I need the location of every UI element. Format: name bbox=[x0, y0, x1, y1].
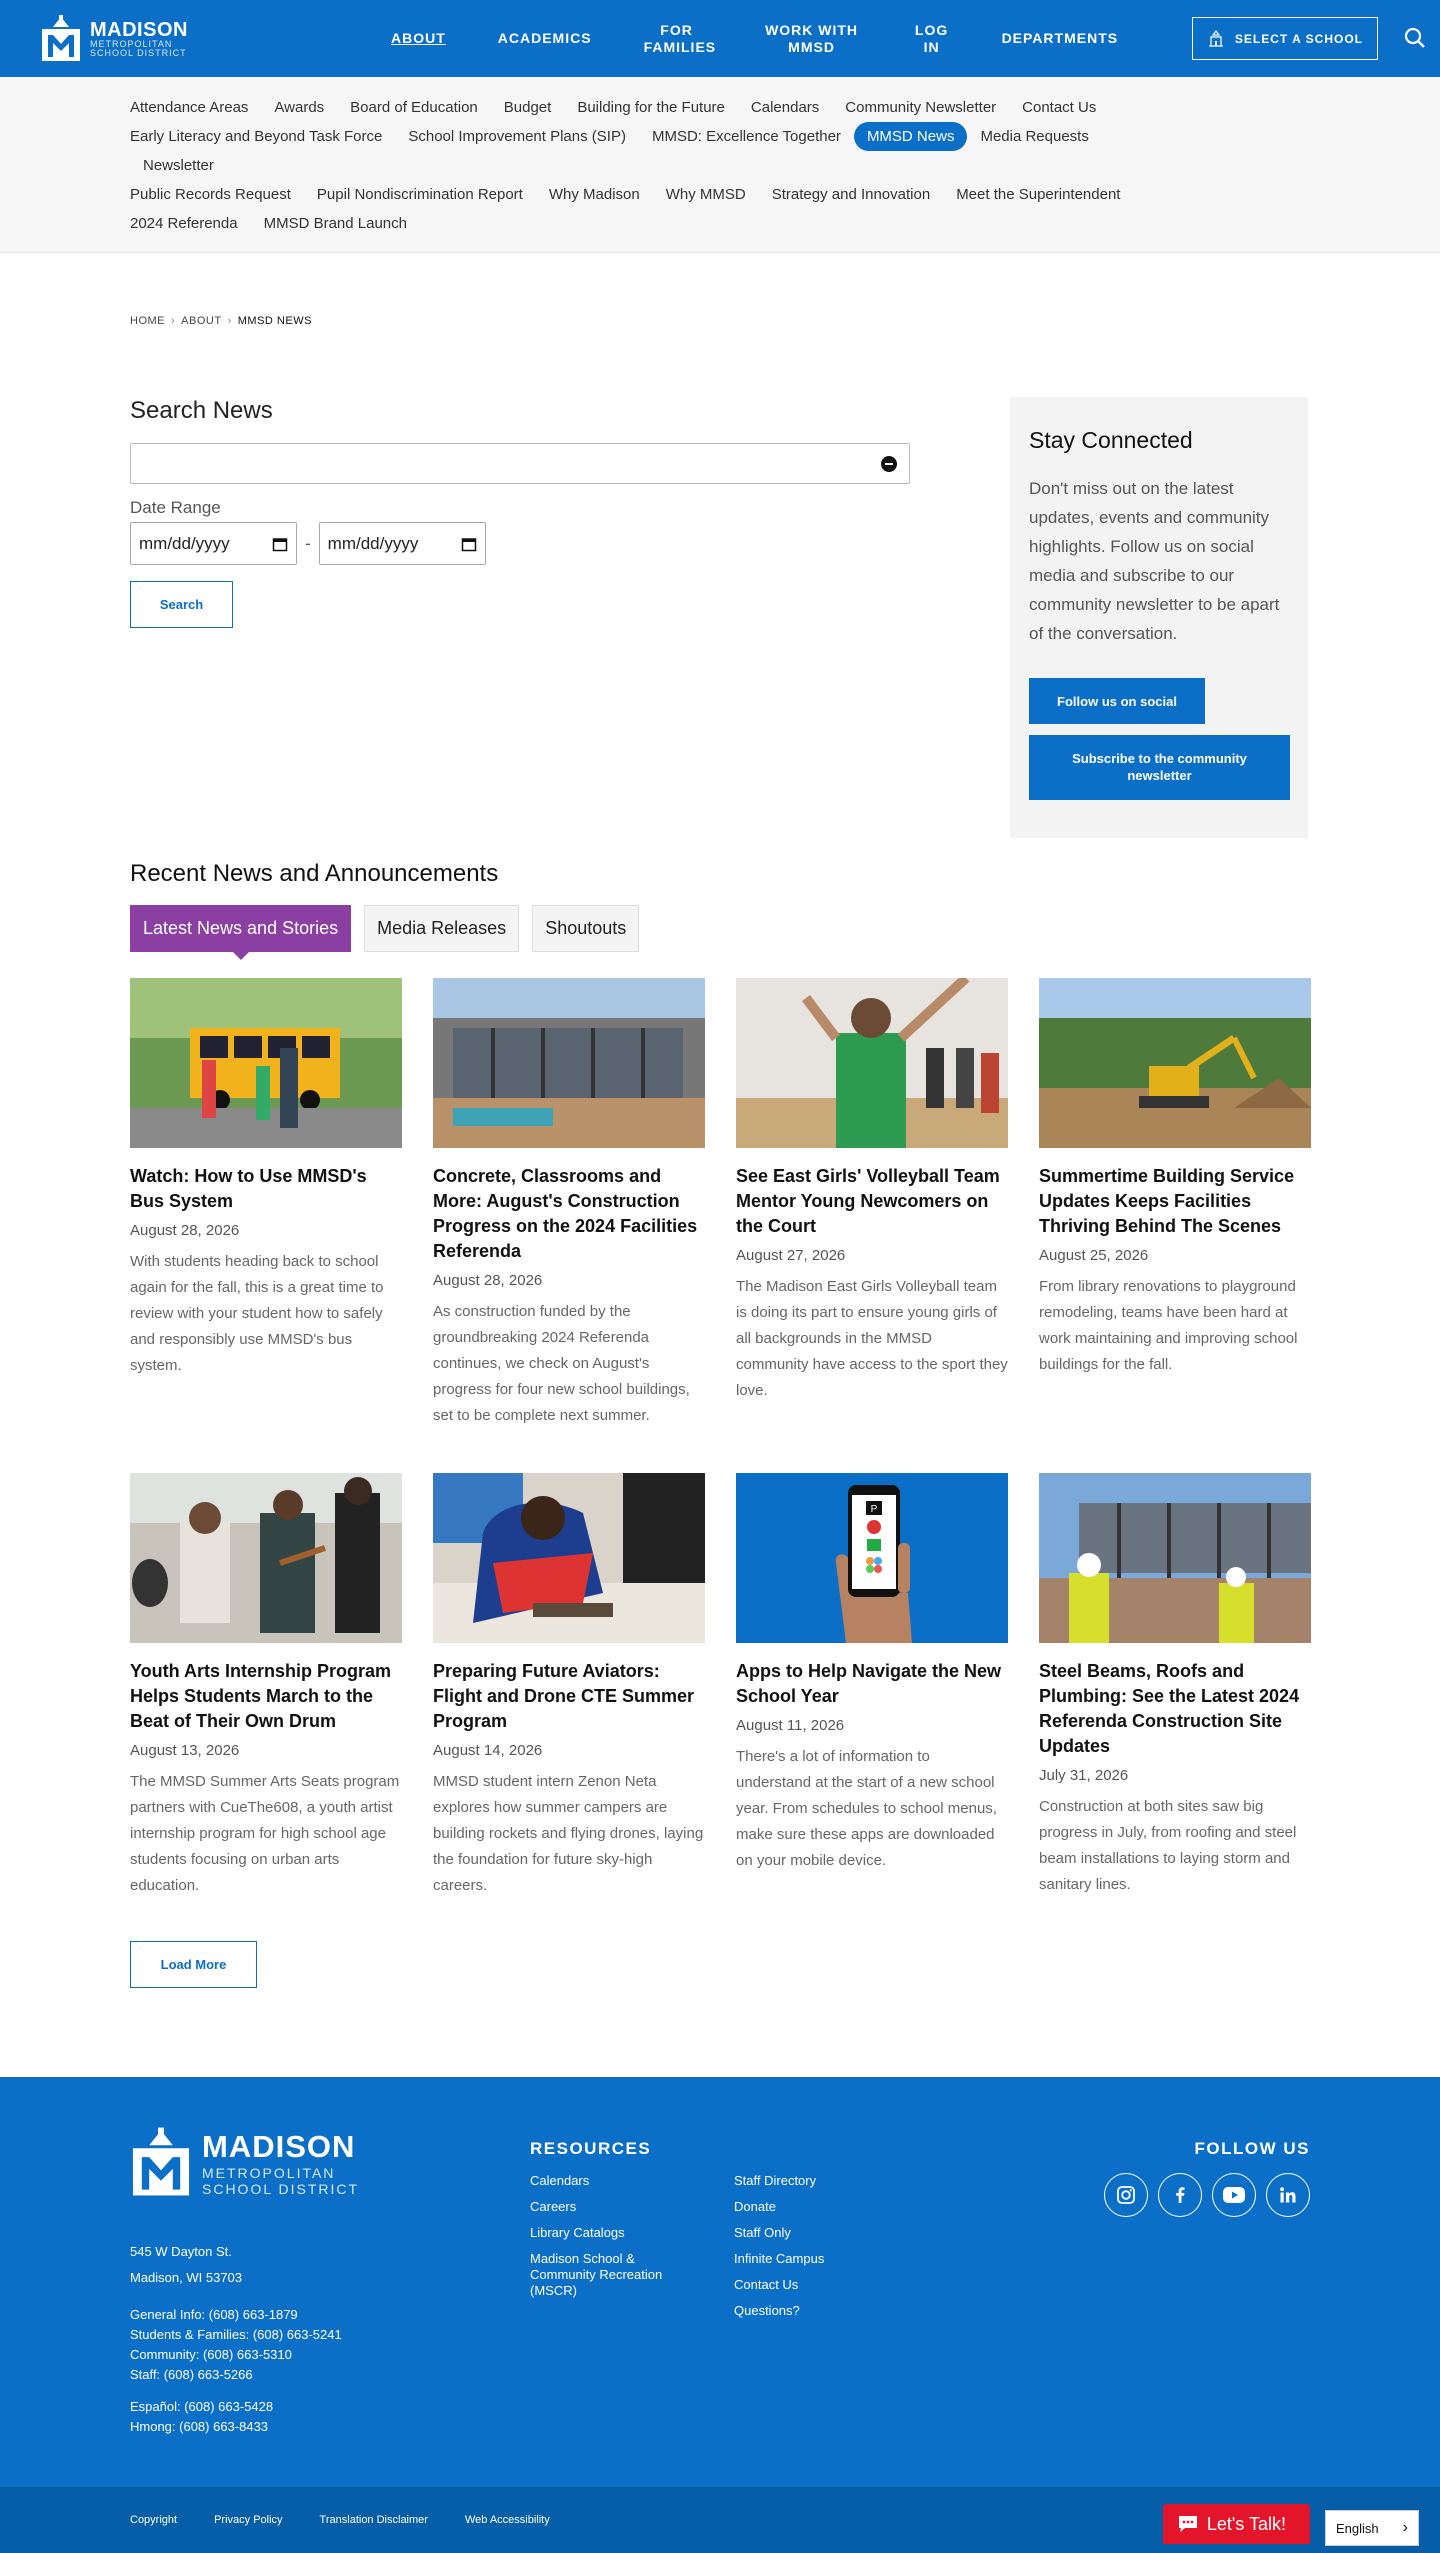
resource-link-donate[interactable]: Donate bbox=[734, 2199, 776, 2214]
search-news-title: Search News bbox=[130, 397, 273, 424]
date-to-value: mm/dd/yyyy bbox=[327, 533, 419, 553]
subnav-item-meet-the-superintendent[interactable]: Meet the Superintendent bbox=[956, 186, 1121, 203]
resource-link-staff-only[interactable]: Staff Only bbox=[734, 2225, 791, 2240]
stay-connected-title: Stay Connected bbox=[1029, 427, 1193, 453]
search-button[interactable]: Search bbox=[130, 581, 233, 628]
phone-staff[interactable]: Staff: (608) 663-5266 bbox=[130, 2367, 253, 2382]
youtube-icon[interactable] bbox=[1212, 2173, 1256, 2217]
news-tabs bbox=[130, 905, 1310, 952]
chevron-right-icon: › bbox=[1402, 2519, 1408, 2536]
news-card-date: July 31, 2026 bbox=[1039, 1767, 1129, 1784]
news-card[interactable] bbox=[736, 978, 1008, 1429]
subnav-item-contact-us[interactable]: Contact Us bbox=[1022, 99, 1097, 116]
news-card-title[interactable]: Summertime Building Service Updates Keeps Facilities Thriving Behind The Scenes bbox=[1039, 1166, 1295, 1236]
about-subnav bbox=[0, 77, 1440, 253]
news-card-image[interactable] bbox=[1039, 1473, 1311, 1643]
breadcrumb-about[interactable]: ABOUT bbox=[181, 315, 222, 327]
news-card-image[interactable] bbox=[130, 1473, 402, 1643]
search-icon[interactable] bbox=[1404, 27, 1426, 49]
facebook-icon[interactable] bbox=[1158, 2173, 1202, 2217]
resource-link-careers[interactable]: Careers bbox=[530, 2199, 577, 2214]
breadcrumb-home[interactable]: HOME bbox=[130, 315, 165, 327]
chat-bubble-icon bbox=[1177, 2514, 1199, 2534]
news-card[interactable] bbox=[1039, 1473, 1311, 1899]
resource-link-questions[interactable]: Questions? bbox=[734, 2303, 800, 2318]
subnav-item-mmsd-brand-launch[interactable]: MMSD Brand Launch bbox=[263, 215, 407, 232]
resources-col-1 bbox=[530, 2173, 670, 2329]
breadcrumb-current: MMSD NEWS bbox=[237, 315, 312, 327]
logo-subtitle: METROPOLITAN SCHOOL DISTRICT bbox=[90, 38, 187, 58]
subnav-item-why-mmsd[interactable]: Why MMSD bbox=[665, 186, 746, 203]
news-card-date: August 13, 2026 bbox=[130, 1742, 240, 1759]
news-card-date: August 11, 2026 bbox=[736, 1717, 845, 1734]
footer-resources bbox=[530, 2125, 874, 2447]
footer-follow bbox=[1104, 2139, 1310, 2217]
capitol-logo-icon bbox=[130, 2125, 192, 2201]
news-card-blurb: MMSD student intern Zenon Neta explores how summer campers are building rockets and flying drones, laying the foundation for future sky-high careers. bbox=[433, 1773, 704, 1894]
nav-about[interactable]: ABOUT bbox=[391, 30, 446, 47]
news-card-date: August 25, 2026 bbox=[1039, 1247, 1149, 1264]
date-range-row bbox=[130, 522, 910, 565]
address-line-1: 545 W Dayton St. bbox=[130, 2244, 232, 2259]
phone-community[interactable]: Community: (608) 663-5310 bbox=[130, 2347, 292, 2362]
phone-espanol[interactable]: Español: (608) 663-5428 bbox=[130, 2399, 274, 2414]
nav-departments[interactable]: DEPARTMENTS bbox=[1001, 30, 1119, 47]
news-card[interactable] bbox=[433, 978, 705, 1429]
tab-latest-news[interactable]: Latest News and Stories bbox=[130, 905, 351, 952]
top-header bbox=[0, 0, 1440, 77]
phone-general[interactable]: General Info: (608) 663-1879 bbox=[130, 2307, 298, 2322]
subnav-item-2024-referenda[interactable]: 2024 Referenda bbox=[130, 215, 238, 232]
news-card[interactable] bbox=[1039, 978, 1311, 1429]
news-card-image[interactable] bbox=[736, 978, 1008, 1148]
select-school-label: SELECT A SCHOOL bbox=[1234, 31, 1363, 46]
subnav-item-school-improvement-plans-sip[interactable]: School Improvement Plans (SIP) bbox=[408, 128, 626, 145]
resource-link-staff-directory[interactable]: Staff Directory bbox=[734, 2173, 817, 2188]
resource-link-library-catalogs[interactable]: Library Catalogs bbox=[530, 2225, 625, 2240]
load-more-button[interactable]: Load More bbox=[130, 1941, 257, 1988]
subnav-item-strategy-and-innovation[interactable]: Strategy and Innovation bbox=[771, 186, 931, 203]
subnav-item-board-of-education[interactable]: Board of Education bbox=[350, 99, 478, 116]
subnav-item-mmsd-news[interactable]: MMSD News bbox=[854, 122, 968, 151]
resource-link-madison-school-community-recreation-mscr[interactable]: Madison School & Community Recreation (MSCR) bbox=[530, 2251, 663, 2298]
resource-link-infinite-campus[interactable]: Infinite Campus bbox=[734, 2251, 825, 2266]
news-card-image[interactable] bbox=[736, 1473, 1008, 1643]
news-card-blurb: The MMSD Summer Arts Seats program partners with CueThe608, a youth artist internship program for high school age students focusing on urban arts education. bbox=[130, 1773, 400, 1894]
news-card-date: August 28, 2026 bbox=[433, 1272, 543, 1289]
subscribe-newsletter-button[interactable]: Subscribe to the community newsletter bbox=[1029, 735, 1290, 800]
footer-logo-sub1: METROPOLITAN bbox=[202, 2165, 336, 2181]
news-card-blurb: Construction at both sites saw big progress in July, from roofing and steel beam installations to laying storm and sanitary lines. bbox=[1039, 1798, 1297, 1893]
legal-translation-disclaimer[interactable]: Translation Disclaimer bbox=[319, 2514, 428, 2526]
resource-link-calendars[interactable]: Calendars bbox=[530, 2173, 590, 2188]
news-card-image[interactable] bbox=[433, 978, 705, 1148]
footer-logo[interactable] bbox=[130, 2125, 530, 2201]
language-value: English bbox=[1336, 2520, 1379, 2536]
language-selector[interactable] bbox=[1325, 2510, 1419, 2546]
news-card-title[interactable]: Steel Beams, Roofs and Plumbing: See the Latest 2024 Referenda Construction Site Updates bbox=[1039, 1661, 1300, 1756]
news-card-title[interactable]: Preparing Future Aviators: Flight and Drone CTE Summer Program bbox=[433, 1661, 695, 1731]
news-card-title[interactable]: See East Girls' Volleyball Team Mentor Young Newcomers on the Court bbox=[736, 1166, 1000, 1236]
subnav-item-community-newsletter[interactable]: Community Newsletter bbox=[845, 99, 997, 116]
nav-work-with-mmsd[interactable]: WORK WITH MMSD bbox=[765, 21, 859, 55]
subnav-item-public-records-request[interactable]: Public Records Request bbox=[130, 186, 291, 203]
subnav-item-mmsd-excellence-together[interactable]: MMSD: Excellence Together bbox=[651, 128, 841, 145]
main-content bbox=[0, 327, 1440, 838]
footer-phones bbox=[130, 2305, 530, 2385]
news-card[interactable] bbox=[130, 1473, 402, 1899]
school-icon bbox=[1207, 30, 1225, 48]
news-card[interactable] bbox=[433, 1473, 705, 1899]
calendar-icon[interactable] bbox=[461, 536, 477, 552]
search-news-field bbox=[130, 443, 910, 484]
news-card-blurb: As construction funded by the groundbreaking 2024 Referenda continues, we check on August's progress for four new school buildings, set to be complete next summer. bbox=[433, 1303, 690, 1424]
main-nav bbox=[365, 22, 1144, 56]
recent-news-section bbox=[0, 838, 1440, 1988]
resources-col-2 bbox=[734, 2173, 874, 2329]
news-card[interactable] bbox=[736, 1473, 1008, 1899]
stay-connected-panel bbox=[1010, 397, 1308, 838]
footer-address bbox=[130, 2239, 530, 2291]
news-card-date: August 28, 2026 bbox=[130, 1222, 240, 1239]
date-to-input[interactable] bbox=[319, 522, 486, 565]
address-line-2: Madison, WI 53703 bbox=[130, 2270, 243, 2285]
calendar-icon[interactable] bbox=[272, 536, 288, 552]
subnav-item-attendance-areas[interactable]: Attendance Areas bbox=[130, 99, 249, 116]
date-separator: - bbox=[305, 533, 311, 553]
capitol-logo-icon bbox=[40, 15, 82, 63]
legal-copyright[interactable]: Copyright bbox=[130, 2514, 178, 2526]
district-logo[interactable] bbox=[40, 15, 340, 63]
subnav-item-awards[interactable]: Awards bbox=[274, 99, 325, 116]
subnav-item-calendars[interactable]: Calendars bbox=[750, 99, 820, 116]
subnav-item-media-requests[interactable]: Media Requests bbox=[980, 128, 1089, 145]
breadcrumb bbox=[0, 253, 1440, 327]
follow-us-title: FOLLOW US bbox=[1194, 2139, 1310, 2158]
news-card-date: August 14, 2026 bbox=[433, 1742, 543, 1759]
news-card-title[interactable]: Concrete, Classrooms and More: August's Construction Progress on the 2024 Facilities Referenda bbox=[433, 1166, 698, 1261]
legal-bar bbox=[0, 2487, 1440, 2553]
nav-log-in[interactable]: LOG IN bbox=[914, 21, 949, 55]
news-card-title[interactable]: Watch: How to Use MMSD's Bus System bbox=[130, 1166, 367, 1211]
legal-web-accessibility[interactable]: Web Accessibility bbox=[464, 2514, 550, 2526]
footer-logo-name: MADISON bbox=[202, 2129, 356, 2164]
subnav-item-pupil-nondiscrimination-report[interactable]: Pupil Nondiscrimination Report bbox=[316, 186, 523, 203]
nav-academics[interactable]: ACADEMICS bbox=[497, 30, 592, 47]
linkedin-icon[interactable] bbox=[1266, 2173, 1310, 2217]
phone-hmong[interactable]: Hmong: (608) 663-8433 bbox=[130, 2419, 269, 2434]
legal-privacy-policy[interactable]: Privacy Policy bbox=[214, 2514, 283, 2526]
news-card-blurb: The Madison East Girls Volleyball team is doing its part to ensure young girls of all backgrounds in the MMSD community have access to the sport they love. bbox=[736, 1278, 1008, 1399]
follow-social-button[interactable]: Follow us on social bbox=[1029, 678, 1205, 724]
logo-name: MADISON bbox=[90, 18, 188, 41]
news-grid bbox=[130, 978, 1310, 1899]
news-card-blurb: From library renovations to playground remodeling, teams have been hard at work maintaining and improving school buildings for the fall. bbox=[1039, 1278, 1298, 1373]
news-card-blurb: With students heading back to school again for the fall, this is a great time to review with your student how to safely and responsibly use MMSD's bus system. bbox=[130, 1253, 384, 1374]
date-from-value: mm/dd/yyyy bbox=[139, 533, 230, 553]
news-card-blurb: There's a lot of information to understand at the start of a new school year. From schedules to school menus, make sure these apps are downloaded on your mobile device. bbox=[736, 1748, 997, 1869]
news-card-image[interactable] bbox=[1039, 978, 1311, 1148]
tab-media-releases[interactable]: Media Releases bbox=[364, 905, 519, 952]
news-card-title[interactable]: Youth Arts Internship Program Helps Students March to the Beat of Their Own Drum bbox=[130, 1661, 392, 1731]
tab-shoutouts[interactable]: Shoutouts bbox=[532, 905, 639, 952]
subnav-item-why-madison[interactable]: Why Madison bbox=[548, 186, 640, 203]
footer-phones-languages bbox=[130, 2397, 530, 2437]
clear-search-icon[interactable] bbox=[879, 454, 899, 474]
social-links bbox=[1104, 2173, 1310, 2217]
subnav-item-early-literacy-and-beyond-task-force[interactable]: Early Literacy and Beyond Task Force bbox=[130, 128, 383, 145]
resources-title: RESOURCES bbox=[530, 2139, 652, 2158]
instagram-icon[interactable] bbox=[1104, 2173, 1148, 2217]
news-card-title[interactable]: Apps to Help Navigate the New School Year bbox=[736, 1661, 1002, 1706]
nav-for-families[interactable]: FOR FAMILIES bbox=[643, 21, 717, 55]
recent-news-title: Recent News and Announcements bbox=[130, 860, 499, 887]
news-card-image[interactable] bbox=[130, 978, 402, 1148]
news-card-date: August 27, 2026 bbox=[736, 1247, 846, 1264]
resource-link-contact-us[interactable]: Contact Us bbox=[734, 2277, 799, 2292]
site-footer bbox=[0, 2077, 1440, 2487]
subnav-item-newsletter[interactable]: Newsletter bbox=[143, 157, 214, 174]
news-card-image[interactable] bbox=[433, 1473, 705, 1643]
date-range-label: Date Range bbox=[130, 498, 221, 517]
select-school-button[interactable] bbox=[1192, 17, 1378, 60]
news-card[interactable] bbox=[130, 978, 402, 1429]
search-news-input[interactable] bbox=[131, 444, 909, 483]
subnav-item-budget[interactable]: Budget bbox=[503, 99, 552, 116]
subnav-item-building-for-the-future[interactable]: Building for the Future bbox=[577, 99, 725, 116]
stay-connected-text: Don't miss out on the latest updates, events and community highlights. Follow us on social media and subscribe to our community newsletter to be apart of the conversation. bbox=[1029, 479, 1280, 643]
svg-text:P: P bbox=[870, 1504, 878, 1515]
footer-contact bbox=[130, 2125, 530, 2447]
date-from-input[interactable] bbox=[130, 522, 297, 565]
search-news-section bbox=[130, 397, 910, 838]
lets-talk-label: Let's Talk! bbox=[1206, 2513, 1286, 2534]
footer-logo-sub2: SCHOOL DISTRICT bbox=[202, 2181, 360, 2197]
chevron-right-icon: › bbox=[171, 315, 176, 327]
lets-talk-button[interactable] bbox=[1163, 2504, 1310, 2544]
chevron-right-icon: › bbox=[227, 315, 232, 327]
phone-students-families[interactable]: Students & Families: (608) 663-5241 bbox=[130, 2327, 342, 2342]
